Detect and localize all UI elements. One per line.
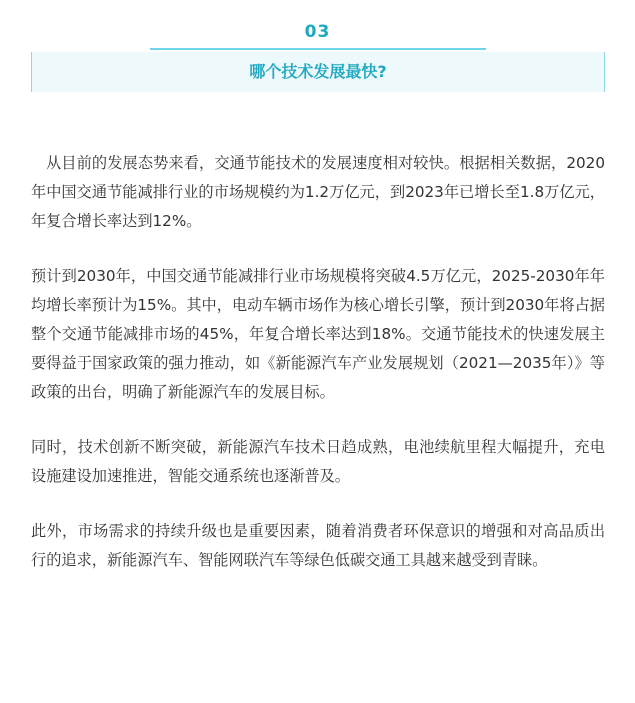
paragraph-market-growth: 从目前的发展态势来看，交通节能技术的发展速度相对较快。根据相关数据，2020年中国交通节能减排行业的市场规模约为1.2万亿元，到2023年已增长至1.8万亿元，年复合增长率达到12%。 — [31, 154, 605, 230]
number-underline-divider — [150, 48, 486, 50]
article-body — [31, 149, 605, 601]
section-number: 03 — [304, 22, 331, 42]
paragraph-market-demand: 此外，市场需求的持续升级也是重要因素，随着消费者环保意识的增强和对高品质出行的追求，新能源汽车、智能网联汽车等绿色低碳交通工具越来越受到青睐。 — [31, 522, 605, 569]
section-title-box — [31, 52, 605, 92]
paragraph-forecast-2030: 预计到2030年，中国交通节能减排行业市场规模将突破4.5万亿元，2025-2030年年均增长率预计为15%。其中，电动车辆市场作为核心增长引擎，预计到2030年将占据整个交通节能减排市场的45%，年复合增长率达到18%。交通节能技术的快速发展主要得益于国家政策的强力推动，如《新能源汽车产业发展规划（2021—2035年）》等政策的出台，明确了新能源汽车的发展目标。 — [31, 267, 605, 401]
section-title: 哪个技术发展最快? — [249, 62, 387, 81]
section-header — [0, 0, 635, 100]
paragraph-tech-innovation: 同时，技术创新不断突破，新能源汽车技术日趋成熟，电池续航里程大幅提升，充电设施建设加速推进，智能交通系统也逐渐普及。 — [31, 438, 605, 485]
title-box-right-border — [604, 52, 605, 92]
